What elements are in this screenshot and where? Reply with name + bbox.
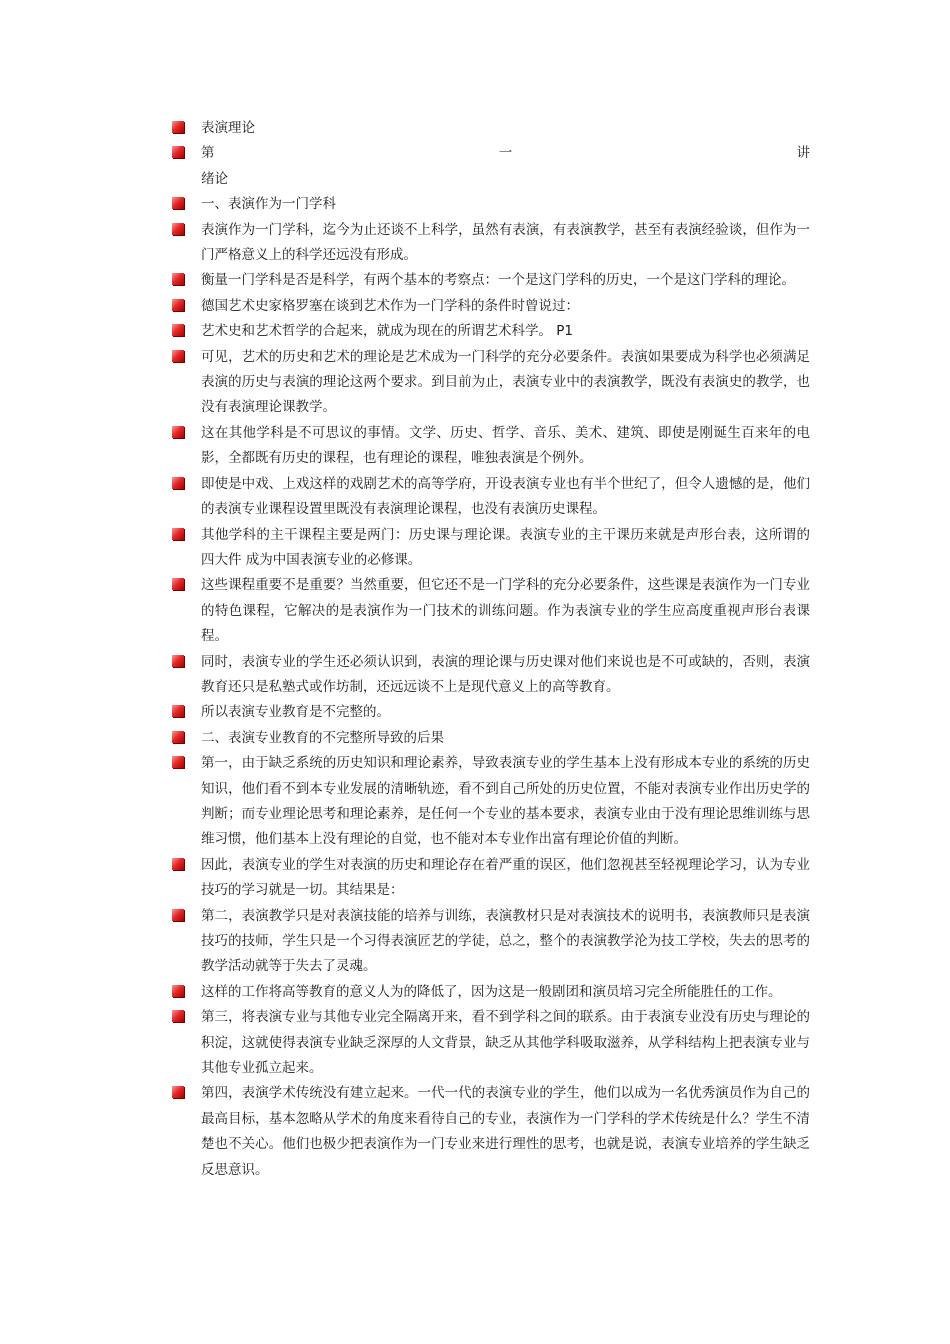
red-square-bullet-icon xyxy=(172,731,184,743)
red-square-bullet-icon xyxy=(172,350,184,362)
paragraph-text: 这些课程重要不是重要？当然重要，但它还不是一门学科的充分必要条件，这些课是表演作为一门专业的特色课程，它解决的是表演作为一门技术的训练问题。作为表演专业的学生应高度重视声形台表课程。 xyxy=(201,577,810,645)
red-square-bullet-icon xyxy=(172,578,184,590)
document-content xyxy=(170,116,810,1183)
lecture-heading-part: 第 xyxy=(201,145,215,162)
red-square-bullet-icon xyxy=(172,1086,184,1098)
paragraph-text: 第一，由于缺乏系统的历史知识和理论素养，导致表演专业的学生基本上没有形成本专业的系统的历史知识，他们看不到本专业发展的清晰轨迹，看不到自己所处的历史位置，不能对表演专业作出历史学的判断；而专业理论思考和理论素养，是任何一个专业的基本要求，表演专业由于没有理论思维训练与思维习惯，他们基本上没有理论的自觉，也不能对本专业作出富有理论价值的判断。 xyxy=(201,755,810,848)
paragraph-text: 德国艺术史家格罗塞在谈到艺术作为一门学科的条件时曾说过： xyxy=(201,297,579,314)
red-square-bullet-icon xyxy=(172,426,184,438)
paragraph-text: 可见，艺术的历史和艺术的理论是艺术成为一门科学的充分必要条件。表演如果要成为科学也必须满足表演的历史与表演的理论这两个要求。到目前为止，表演专业中的表演教学，既没有表演史的教学，也没有表演理论课教学。 xyxy=(201,348,810,416)
red-square-bullet-icon xyxy=(172,197,184,209)
list-item xyxy=(170,523,810,574)
paragraph-text: 这在其他学科是不可思议的事情。文学、历史、哲学、音乐、美术、建筑、即使是刚诞生百来年的电影，全都既有历史的课程，也有理论的课程，唯独表演是个例外。 xyxy=(201,424,810,467)
paragraph-text: 同时，表演专业的学生还必须认识到，表演的理论课与历史课对他们来说也是不可或缺的，否则，表演教育还只是私塾式或作坊制，还远远谈不上是现代意义上的高等教育。 xyxy=(201,653,810,695)
red-square-bullet-icon xyxy=(172,705,184,717)
red-square-bullet-icon xyxy=(172,528,184,540)
list-item xyxy=(170,141,810,192)
lecture-heading-part: 一 xyxy=(498,145,513,162)
paragraph-text: 第三，将表演专业与其他专业完全隔离开来，看不到学科之间的联系。由于表演专业没有历史与理论的积淀，这就使得表演专业缺乏深厚的人文背景，缺乏从其他学科吸取滋养，从学科结构上把表演专业与其他专业孤立起来。 xyxy=(201,1009,810,1077)
red-square-bullet-icon xyxy=(172,324,184,336)
paragraph-text: 第四，表演学术传统没有建立起来。一代一代的表演专业的学生，他们以成为一名优秀演员作为自己的最高目标，基本忽略从学术的角度来看待自己的专业，表演作为一门学科的学术传统是什么？学生不清楚也不关心。他们也极少把表演作为一门专业来进行理性的思考，也就是说，表演专业培养的学生缺乏反思意识。 xyxy=(201,1085,810,1178)
list-item xyxy=(170,853,810,904)
red-square-bullet-icon xyxy=(172,909,184,921)
paragraph-text: 表演作为一门学科，迄今为止还谈不上科学，虽然有表演，有表演教学，甚至有表演经验谈，但作为一门严格意义上的科学还远没有形成。 xyxy=(201,221,810,264)
list-item xyxy=(170,726,810,751)
red-square-bullet-icon xyxy=(172,477,184,489)
paragraph-text: 即使是中戏、上戏这样的戏剧艺术的高等学府，开设表演专业也有半个世纪了，但令人遗憾的是，他们的表演专业课程设置里既没有表演理论课程，也没有表演历史课程。 xyxy=(201,475,810,518)
paragraph-text: 这样的工作将高等教育的意义人为的降低了，因为这是一般剧团和演员培习完全所能胜任的工作。 xyxy=(201,983,782,1000)
list-item xyxy=(170,319,810,344)
paragraph-text: 第二，表演教学只是对表演技能的培养与训练，表演教材只是对表演技术的说明书，表演教师只是表演技巧的技师，学生只是一个习得表演匠艺的学徒，总之，整个的表演教学沦为技工学校，失去的思考的教学活动就等于失去了灵魂。 xyxy=(201,907,810,975)
list-item xyxy=(170,1081,810,1183)
red-square-bullet-icon xyxy=(172,1010,184,1022)
list-item xyxy=(170,294,810,319)
list-item xyxy=(170,218,810,269)
red-square-bullet-icon xyxy=(172,223,184,235)
lecture-heading xyxy=(201,141,810,166)
red-square-bullet-icon xyxy=(172,273,184,285)
red-square-bullet-icon xyxy=(172,146,184,158)
list-item xyxy=(170,1005,810,1081)
list-item xyxy=(170,650,810,701)
lecture-heading-part: 讲 xyxy=(796,145,810,162)
paragraph-text: 所以表演专业教育是不完整的。 xyxy=(201,704,390,721)
section-heading: 一、表演作为一门学科 xyxy=(201,196,336,213)
list-item xyxy=(170,573,810,649)
red-square-bullet-icon xyxy=(172,299,184,311)
list-item xyxy=(170,980,810,1005)
red-square-bullet-icon xyxy=(172,985,184,997)
paragraph-text: 衡量一门学科是否是科学，有两个基本的考察点：一个是这门学科的历史，一个是这门学科的理论。 xyxy=(201,272,795,289)
red-square-bullet-icon xyxy=(172,756,184,768)
list-item xyxy=(170,751,810,853)
paragraph-text: 因此，表演专业的学生对表演的历史和理论存在着严重的误区，他们忽视甚至轻视理论学习，认为专业技巧的学习就是一切。其结果是： xyxy=(201,856,810,899)
paragraph-text: 其他学科的主干课程主要是两门：历史课与理论课。表演专业的主干课历来就是声形台表，这所谓的 四大件 成为中国表演专业的必修课。 xyxy=(201,526,810,568)
red-square-bullet-icon xyxy=(172,121,184,133)
list-item xyxy=(170,345,810,421)
lecture-subtitle: 绪论 xyxy=(201,170,228,187)
list-item xyxy=(170,192,810,217)
list-item xyxy=(170,116,810,141)
list-item xyxy=(170,904,810,980)
list-item xyxy=(170,472,810,523)
list-item xyxy=(170,421,810,472)
document-title: 表演理论 xyxy=(201,120,255,136)
list-item xyxy=(170,268,810,293)
red-square-bullet-icon xyxy=(172,858,184,870)
quotation-text: 艺术史和艺术哲学的合起来，就成为现在的所谓艺术科学。 P1 xyxy=(201,323,574,340)
list-item xyxy=(170,700,810,725)
red-square-bullet-icon xyxy=(172,655,184,667)
section-heading: 二、表演专业教育的不完整所导致的后果 xyxy=(201,729,444,746)
